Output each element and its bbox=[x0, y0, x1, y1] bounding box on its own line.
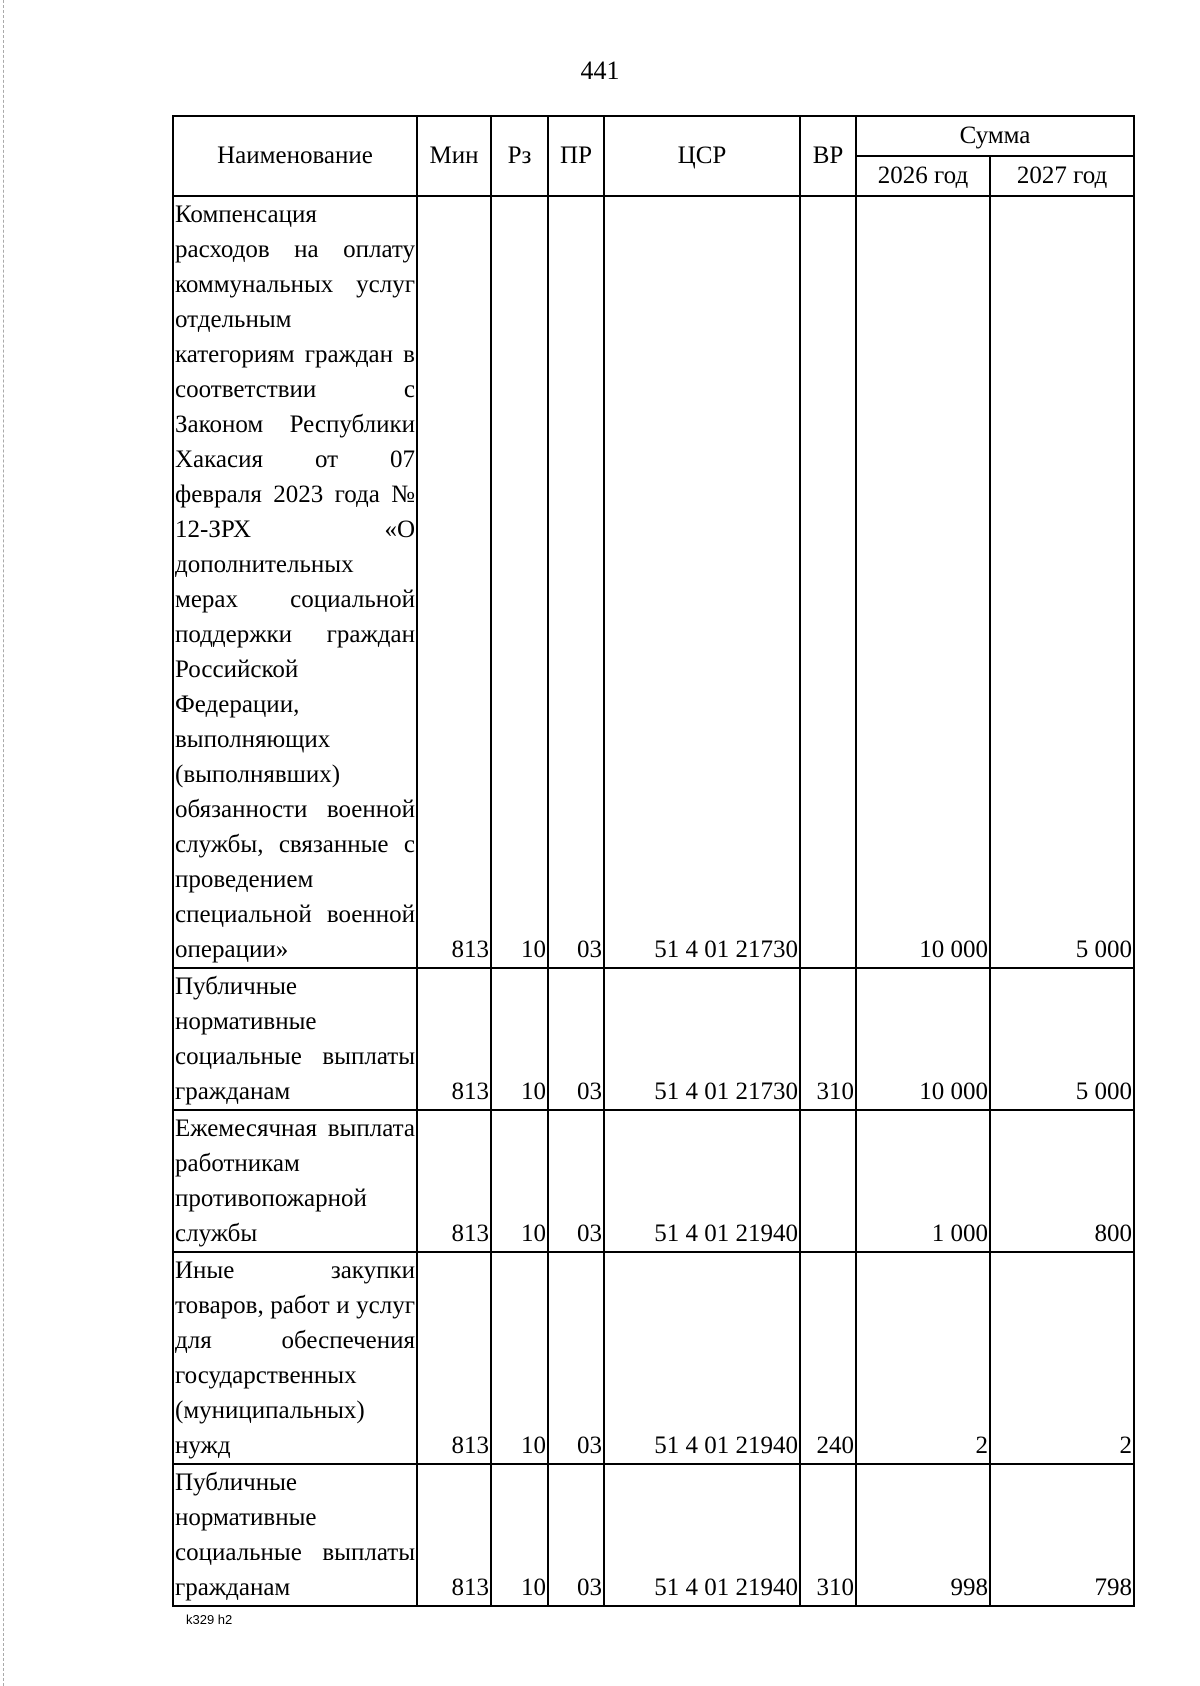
header-sum: Сумма bbox=[856, 116, 1134, 156]
table-row bbox=[173, 1464, 1134, 1606]
row-rz: 10 bbox=[491, 196, 548, 968]
row-pr: 03 bbox=[548, 1252, 604, 1464]
row-sum-2026: 2 bbox=[856, 1252, 990, 1464]
row-sum-2026: 10 000 bbox=[856, 196, 990, 968]
row-sum-2026: 1 000 bbox=[856, 1110, 990, 1252]
row-min: 813 bbox=[417, 1252, 491, 1464]
row-vr: 310 bbox=[800, 968, 856, 1110]
row-name: Публичные нормативные социальные выплаты гражданам bbox=[173, 1464, 417, 1606]
row-pr: 03 bbox=[548, 1110, 604, 1252]
header-csr: ЦСР bbox=[604, 116, 800, 196]
row-sum-2026: 998 bbox=[856, 1464, 990, 1606]
header-year-2026: 2026 год bbox=[856, 156, 990, 196]
row-name: Компенсация расходов на оплату коммунальных услуг отдельным категориям граждан в соответствии с Законом Республики Хакасия от 07 февраля 2023 года № 12-ЗРХ «О дополнительных мерах социальной поддержки граждан Российской Федерации, выполняющих (выполнявших) обязанности военной службы, связанные с проведением специальной военной операции» bbox=[173, 196, 417, 968]
row-sum-2027: 798 bbox=[990, 1464, 1134, 1606]
row-csr: 51 4 01 21940 bbox=[604, 1110, 800, 1252]
row-pr: 03 bbox=[548, 196, 604, 968]
row-min: 813 bbox=[417, 1464, 491, 1606]
row-pr: 03 bbox=[548, 1464, 604, 1606]
row-vr: 310 bbox=[800, 1464, 856, 1606]
row-sum-2027: 5 000 bbox=[990, 196, 1134, 968]
table-row bbox=[173, 1252, 1134, 1464]
header-year-2027: 2027 год bbox=[990, 156, 1134, 196]
header-name: Наименование bbox=[173, 116, 417, 196]
row-csr: 51 4 01 21940 bbox=[604, 1252, 800, 1464]
header-min: Мин bbox=[417, 116, 491, 196]
row-rz: 10 bbox=[491, 1252, 548, 1464]
row-pr: 03 bbox=[548, 968, 604, 1110]
page-number: 441 bbox=[580, 56, 620, 85]
row-min: 813 bbox=[417, 196, 491, 968]
header-rz: Рз bbox=[491, 116, 548, 196]
header-vr: ВР bbox=[800, 116, 856, 196]
scan-edge-line bbox=[3, 0, 4, 1686]
row-vr: 240 bbox=[800, 1252, 856, 1464]
row-csr: 51 4 01 21940 bbox=[604, 1464, 800, 1606]
table-row bbox=[173, 196, 1134, 968]
table-row bbox=[173, 968, 1134, 1110]
row-sum-2027: 5 000 bbox=[990, 968, 1134, 1110]
header-pr: ПР bbox=[548, 116, 604, 196]
row-rz: 10 bbox=[491, 1110, 548, 1252]
row-min: 813 bbox=[417, 968, 491, 1110]
header-row-1 bbox=[173, 116, 1134, 156]
row-name: Иные закупки товаров, работ и услуг для обеспечения государственных (муниципальных) нужд bbox=[173, 1252, 417, 1464]
row-sum-2027: 800 bbox=[990, 1110, 1134, 1252]
row-rz: 10 bbox=[491, 1464, 548, 1606]
row-name: Ежемесячная выплата работникам противопожарной службы bbox=[173, 1110, 417, 1252]
row-name: Публичные нормативные социальные выплаты гражданам bbox=[173, 968, 417, 1110]
footer-code: k329 h2 bbox=[186, 1612, 233, 1627]
row-vr bbox=[800, 1110, 856, 1252]
row-min: 813 bbox=[417, 1110, 491, 1252]
row-rz: 10 bbox=[491, 968, 548, 1110]
row-vr bbox=[800, 196, 856, 968]
row-csr: 51 4 01 21730 bbox=[604, 968, 800, 1110]
row-sum-2026: 10 000 bbox=[856, 968, 990, 1110]
table-row bbox=[173, 1110, 1134, 1252]
row-csr: 51 4 01 21730 bbox=[604, 196, 800, 968]
row-sum-2027: 2 bbox=[990, 1252, 1134, 1464]
budget-table bbox=[172, 115, 1135, 1607]
